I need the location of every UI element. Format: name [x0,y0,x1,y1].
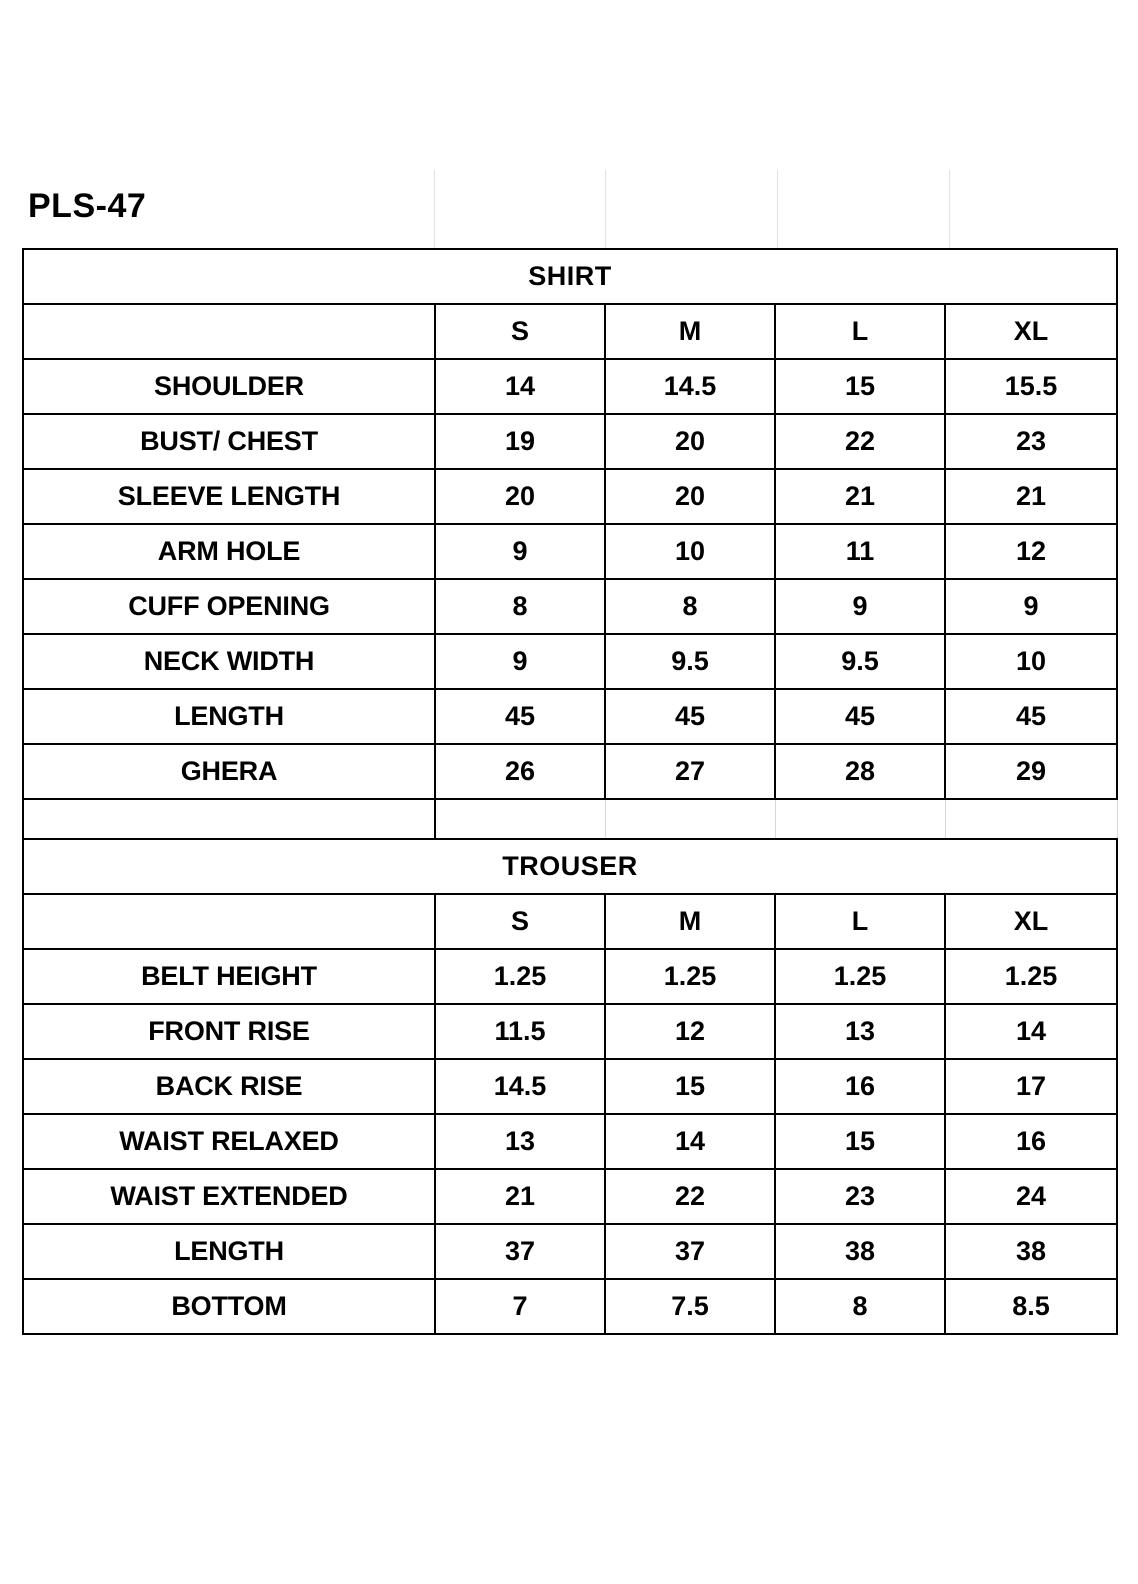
header-row-shirt [23,304,1117,359]
row-label: WAIST EXTENDED [23,1169,435,1224]
row-value-xl: 15.5 [945,359,1117,414]
header-cell-l-shirt: L [775,304,945,359]
row-value-s: 13 [435,1114,605,1169]
row-value-xl: 29 [945,744,1117,799]
measurements-table [22,248,1118,1335]
row-value-l: 9.5 [775,634,945,689]
row-value-xl: 45 [945,689,1117,744]
header-row-trouser [23,894,1117,949]
table-row [23,1004,1117,1059]
header-cell-m-shirt: M [605,304,775,359]
row-value-m: 20 [605,469,775,524]
row-label: FRONT RISE [23,1004,435,1059]
spacer-cell-xl [945,799,1117,839]
row-value-s: 14.5 [435,1059,605,1114]
table-row [23,634,1117,689]
grid-guide-2 [605,170,606,248]
header-cell-l-trouser: L [775,894,945,949]
row-label: LENGTH [23,1224,435,1279]
row-value-m: 20 [605,414,775,469]
grid-guide-3 [777,170,778,248]
row-value-xl: 24 [945,1169,1117,1224]
row-value-m: 14 [605,1114,775,1169]
table-row [23,1059,1117,1114]
row-value-l: 9 [775,579,945,634]
spacer-cell-label [23,799,435,839]
table-row [23,359,1117,414]
row-value-m: 45 [605,689,775,744]
row-value-m: 15 [605,1059,775,1114]
row-value-m: 10 [605,524,775,579]
row-value-xl: 10 [945,634,1117,689]
row-value-l: 23 [775,1169,945,1224]
row-label: CUFF OPENING [23,579,435,634]
row-label: WAIST RELAXED [23,1114,435,1169]
row-value-l: 38 [775,1224,945,1279]
row-label: BUST/ CHEST [23,414,435,469]
row-label: NECK WIDTH [23,634,435,689]
row-value-s: 9 [435,524,605,579]
row-value-s: 1.25 [435,949,605,1004]
table-row [23,1224,1117,1279]
row-value-m: 14.5 [605,359,775,414]
row-label: BOTTOM [23,1279,435,1334]
header-cell-xl-trouser: XL [945,894,1117,949]
row-value-s: 19 [435,414,605,469]
row-value-xl: 21 [945,469,1117,524]
spacer-cell-l [775,799,945,839]
table-row [23,949,1117,1004]
table-row [23,1114,1117,1169]
row-value-m: 8 [605,579,775,634]
row-value-l: 28 [775,744,945,799]
row-value-m: 37 [605,1224,775,1279]
row-value-l: 15 [775,1114,945,1169]
row-label: ARM HOLE [23,524,435,579]
row-label: BACK RISE [23,1059,435,1114]
table-row [23,689,1117,744]
grid-guide-4 [949,170,950,248]
row-value-s: 11.5 [435,1004,605,1059]
header-cell-s-shirt: S [435,304,605,359]
row-value-m: 12 [605,1004,775,1059]
row-value-xl: 1.25 [945,949,1117,1004]
section-title-trouser: TROUSER [23,839,1117,894]
table-row [23,524,1117,579]
section-title-row-shirt [23,249,1117,304]
row-value-xl: 9 [945,579,1117,634]
row-value-s: 37 [435,1224,605,1279]
row-value-s: 8 [435,579,605,634]
row-value-l: 13 [775,1004,945,1059]
header-cell-blank-trouser [23,894,435,949]
row-value-xl: 12 [945,524,1117,579]
table-row [23,744,1117,799]
header-cell-s-trouser: S [435,894,605,949]
row-value-s: 14 [435,359,605,414]
row-value-l: 1.25 [775,949,945,1004]
row-value-xl: 8.5 [945,1279,1117,1334]
row-label: GHERA [23,744,435,799]
row-value-s: 45 [435,689,605,744]
row-label: SLEEVE LENGTH [23,469,435,524]
section-title-shirt: SHIRT [23,249,1117,304]
row-value-xl: 14 [945,1004,1117,1059]
row-value-m: 7.5 [605,1279,775,1334]
row-value-m: 27 [605,744,775,799]
row-value-s: 7 [435,1279,605,1334]
row-value-xl: 23 [945,414,1117,469]
header-cell-blank-shirt [23,304,435,359]
row-value-l: 15 [775,359,945,414]
row-label: BELT HEIGHT [23,949,435,1004]
row-value-xl: 17 [945,1059,1117,1114]
row-value-xl: 38 [945,1224,1117,1279]
row-value-s: 21 [435,1169,605,1224]
row-value-xl: 16 [945,1114,1117,1169]
section-title-row-trouser [23,839,1117,894]
row-value-l: 11 [775,524,945,579]
row-value-m: 22 [605,1169,775,1224]
document-code: PLS-47 [28,187,147,225]
row-value-l: 22 [775,414,945,469]
row-value-l: 21 [775,469,945,524]
table-row [23,1169,1117,1224]
row-value-s: 9 [435,634,605,689]
header-cell-xl-shirt: XL [945,304,1117,359]
row-label: LENGTH [23,689,435,744]
table-row [23,469,1117,524]
table-row [23,1279,1117,1334]
row-value-s: 20 [435,469,605,524]
row-value-l: 45 [775,689,945,744]
spacer-cell-s [435,799,605,839]
row-label: SHOULDER [23,359,435,414]
row-value-m: 1.25 [605,949,775,1004]
row-value-l: 8 [775,1279,945,1334]
table-row [23,414,1117,469]
spacer-cell-m [605,799,775,839]
row-value-l: 16 [775,1059,945,1114]
section-spacer-row [23,799,1117,839]
table-row [23,579,1117,634]
grid-guide-1 [434,170,435,248]
header-cell-m-trouser: M [605,894,775,949]
row-value-s: 26 [435,744,605,799]
row-value-m: 9.5 [605,634,775,689]
